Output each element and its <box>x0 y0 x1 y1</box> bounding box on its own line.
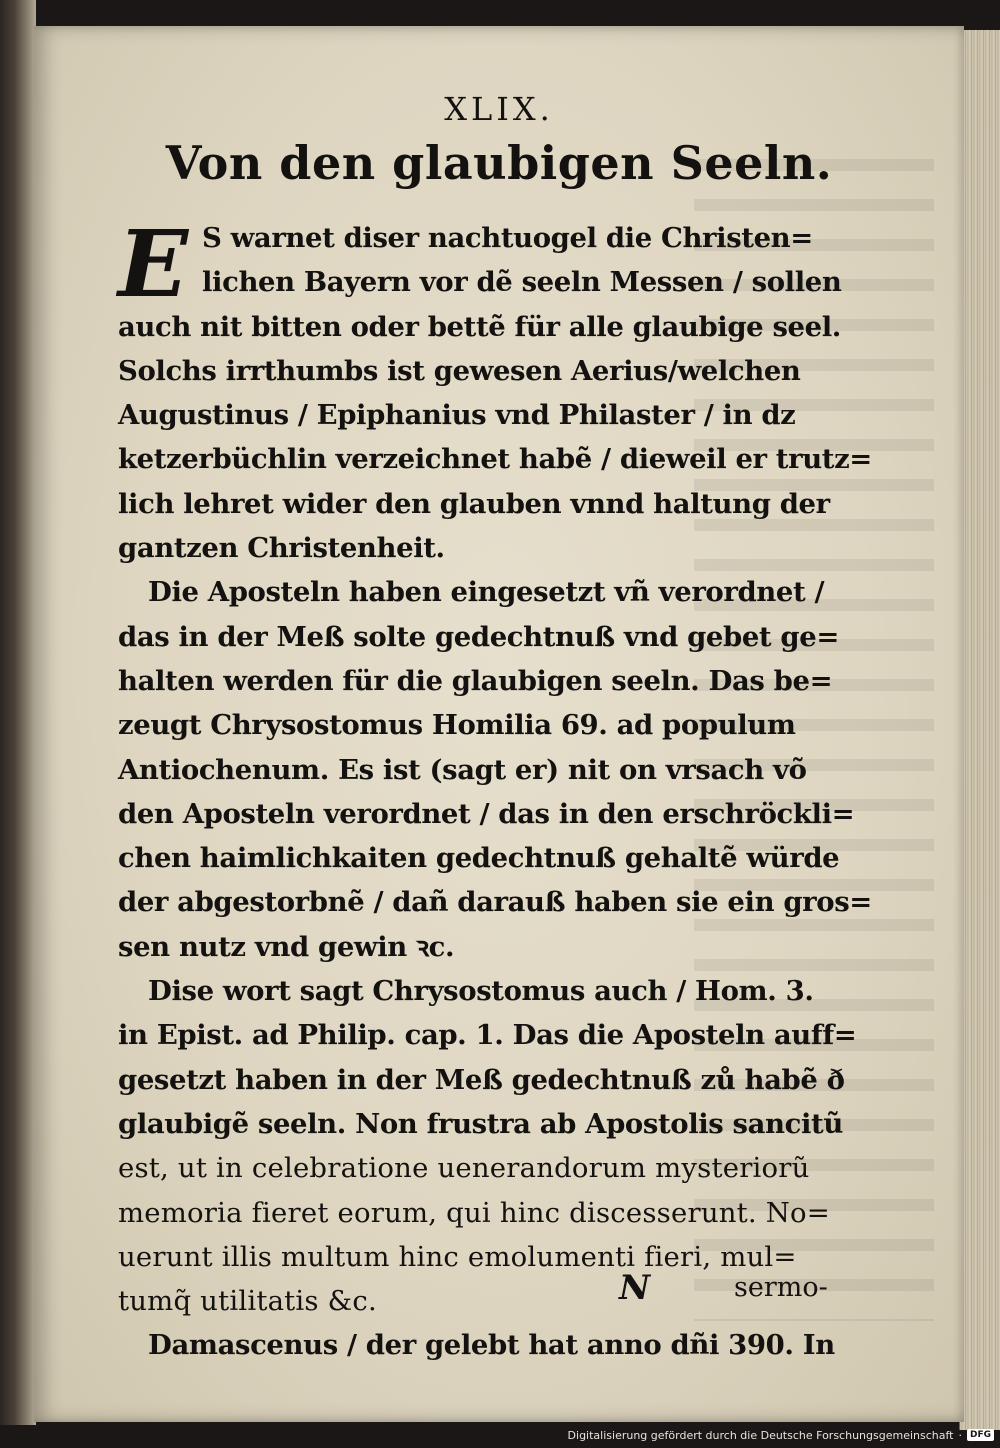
text-line: est, ut in celebratione uenerandorum mysteriorũ <box>118 1152 810 1185</box>
text-line: Solchs irrthumbs ist gewesen Aerius/welchen <box>118 354 801 387</box>
text-line: memoria fieret eorum, qui hinc discesserunt. No= <box>118 1196 831 1229</box>
text-line: glaubigẽ seeln. Non frustra ab Apostolis sancitũ <box>118 1107 843 1140</box>
text-line: lich lehret wider den glauben vnnd haltung der <box>118 487 830 520</box>
book-page-edges <box>959 30 1000 1430</box>
dfg-logo: DFG <box>967 1429 994 1441</box>
folio-number: XLIX. <box>444 90 554 128</box>
digitization-credit <box>568 1426 994 1444</box>
chapter-heading: Von den glaubigen Seeln. <box>165 136 833 190</box>
signature-mark: N <box>619 1268 651 1308</box>
text-line: lichen Bayern vor dẽ seeln Messen / sollen <box>202 266 842 299</box>
text-line: das in der Meß solte gedechtnuß vnd gebet ge= <box>118 620 839 653</box>
text-line: Antiochenum. Es ist (sagt er) nit on vrsach võ <box>118 753 807 786</box>
text-line: Augustinus / Epiphanius vnd Philaster / in dz <box>118 399 796 432</box>
text-line: in Epist. ad Philip. cap. 1. Das die Aposteln auff= <box>118 1019 857 1052</box>
text-line: den Aposteln verordnet / das in den erschröckli= <box>118 797 855 830</box>
text-line: gesetzt haben in der Meß gedechtnuß zů habẽ ð <box>118 1063 845 1096</box>
text-line: S warnet diser nachtuogel die Christen= <box>202 222 813 254</box>
text-line: chen haimlichkaiten gedechtnuß gehaltẽ würde <box>118 842 840 875</box>
text-line: halten werden für die glaubigen seeln. Das be= <box>118 664 833 697</box>
decorated-initial: E <box>118 210 189 318</box>
text-line: zeugt Chrysostomus Homilia 69. ad populum <box>118 709 796 742</box>
text-line: Damascenus / der gelebt hat anno dñi 390. In <box>148 1329 835 1362</box>
text-line: sen nutz vnd gewin ꝛc. <box>118 930 455 963</box>
text-line: der abgestorbnẽ / dañ darauß haben sie ein gros= <box>118 886 872 919</box>
catchword: sermo- <box>734 1272 828 1303</box>
separator-dot: · <box>958 1428 962 1442</box>
text-line: ketzerbüchlin verzeichnet habẽ / dieweil er trutz= <box>118 443 872 476</box>
credit-text: Digitalisierung gefördert durch die Deutsche Forschungsgemeinschaft <box>567 1428 954 1442</box>
text-line: auch nit bitten oder bettẽ für alle glaubige seel. <box>118 310 841 343</box>
text-line: tumq̃ utilitatis &c. <box>118 1285 377 1318</box>
text-line: gantzen Christenheit. <box>118 532 445 565</box>
book-left-edge <box>0 0 36 1425</box>
text-line: Die Aposteln haben eingesetzt vñ verordnet / <box>148 576 825 609</box>
text-line: Dise wort sagt Chrysostomus auch / Hom. 3. <box>148 975 814 1008</box>
body-text <box>118 210 872 1368</box>
book-page <box>34 26 964 1422</box>
text-line: uerunt illis multum hinc emolumenti fieri, mul= <box>118 1240 797 1273</box>
